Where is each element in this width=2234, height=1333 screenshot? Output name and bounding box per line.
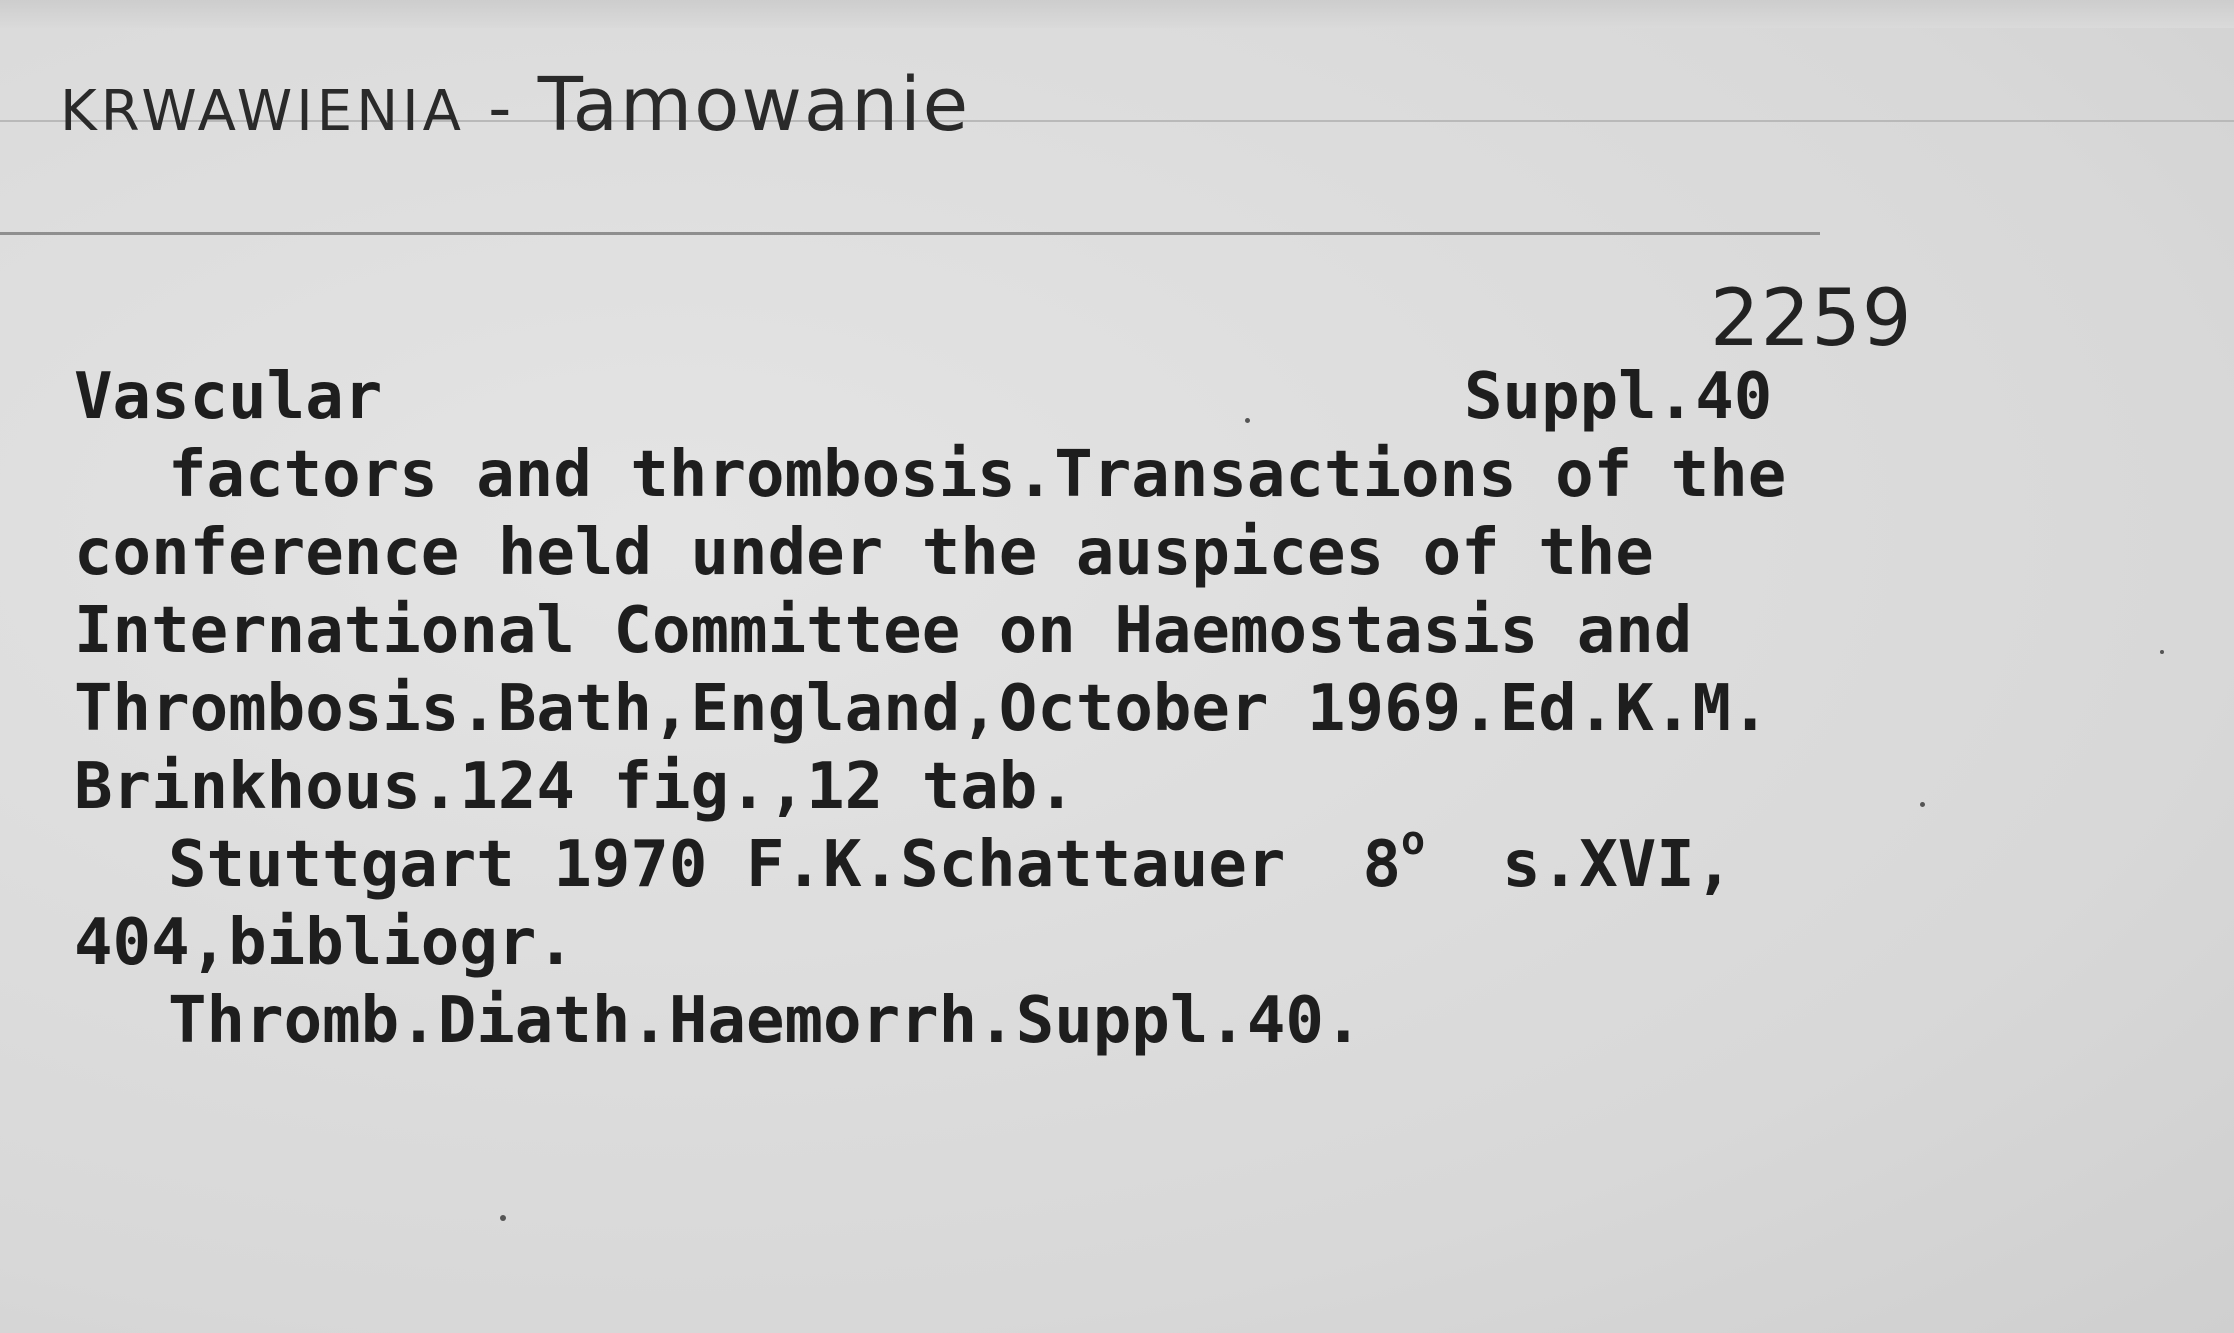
body-line: International Committee on Haemostasis and (74, 594, 1693, 668)
body-line: conference held under the auspices of the (74, 516, 1654, 590)
imprint-pages: s.XVI, (1425, 828, 1734, 902)
heading-rule (0, 232, 1820, 235)
body-line: Brinkhous.124 fig.,12 tab. (74, 750, 1076, 824)
imprint-line (168, 818, 1734, 904)
subject-heading-separator: - (464, 72, 538, 146)
series-short: Suppl.40 (1464, 360, 1773, 434)
paper-speck (2160, 650, 2164, 654)
pagination-line: 404,bibliogr. (74, 906, 575, 980)
paper-speck (1920, 802, 1925, 807)
subject-heading-subdivision: Tamowanie (537, 62, 971, 148)
subject-heading-main: KRWAWIENIA (60, 79, 465, 144)
paper-speck (500, 1215, 506, 1221)
subject-heading (60, 62, 970, 148)
series-full-line: Thromb.Diath.Haemorrh.Suppl.40. (168, 984, 1363, 1058)
accession-number: 2259 (1710, 274, 1913, 364)
imprint-text: Stuttgart 1970 F.K.Schattauer 8 (168, 828, 1401, 902)
format-degree: o (1401, 818, 1426, 864)
body-line: factors and thrombosis.Transactions of the (168, 438, 1787, 512)
paper-speck (1245, 418, 1250, 423)
title-first-word: Vascular (74, 360, 383, 434)
body-line: Thrombosis.Bath,England,October 1969.Ed.K.M. (74, 672, 1770, 746)
card-top-edge (0, 0, 2234, 28)
